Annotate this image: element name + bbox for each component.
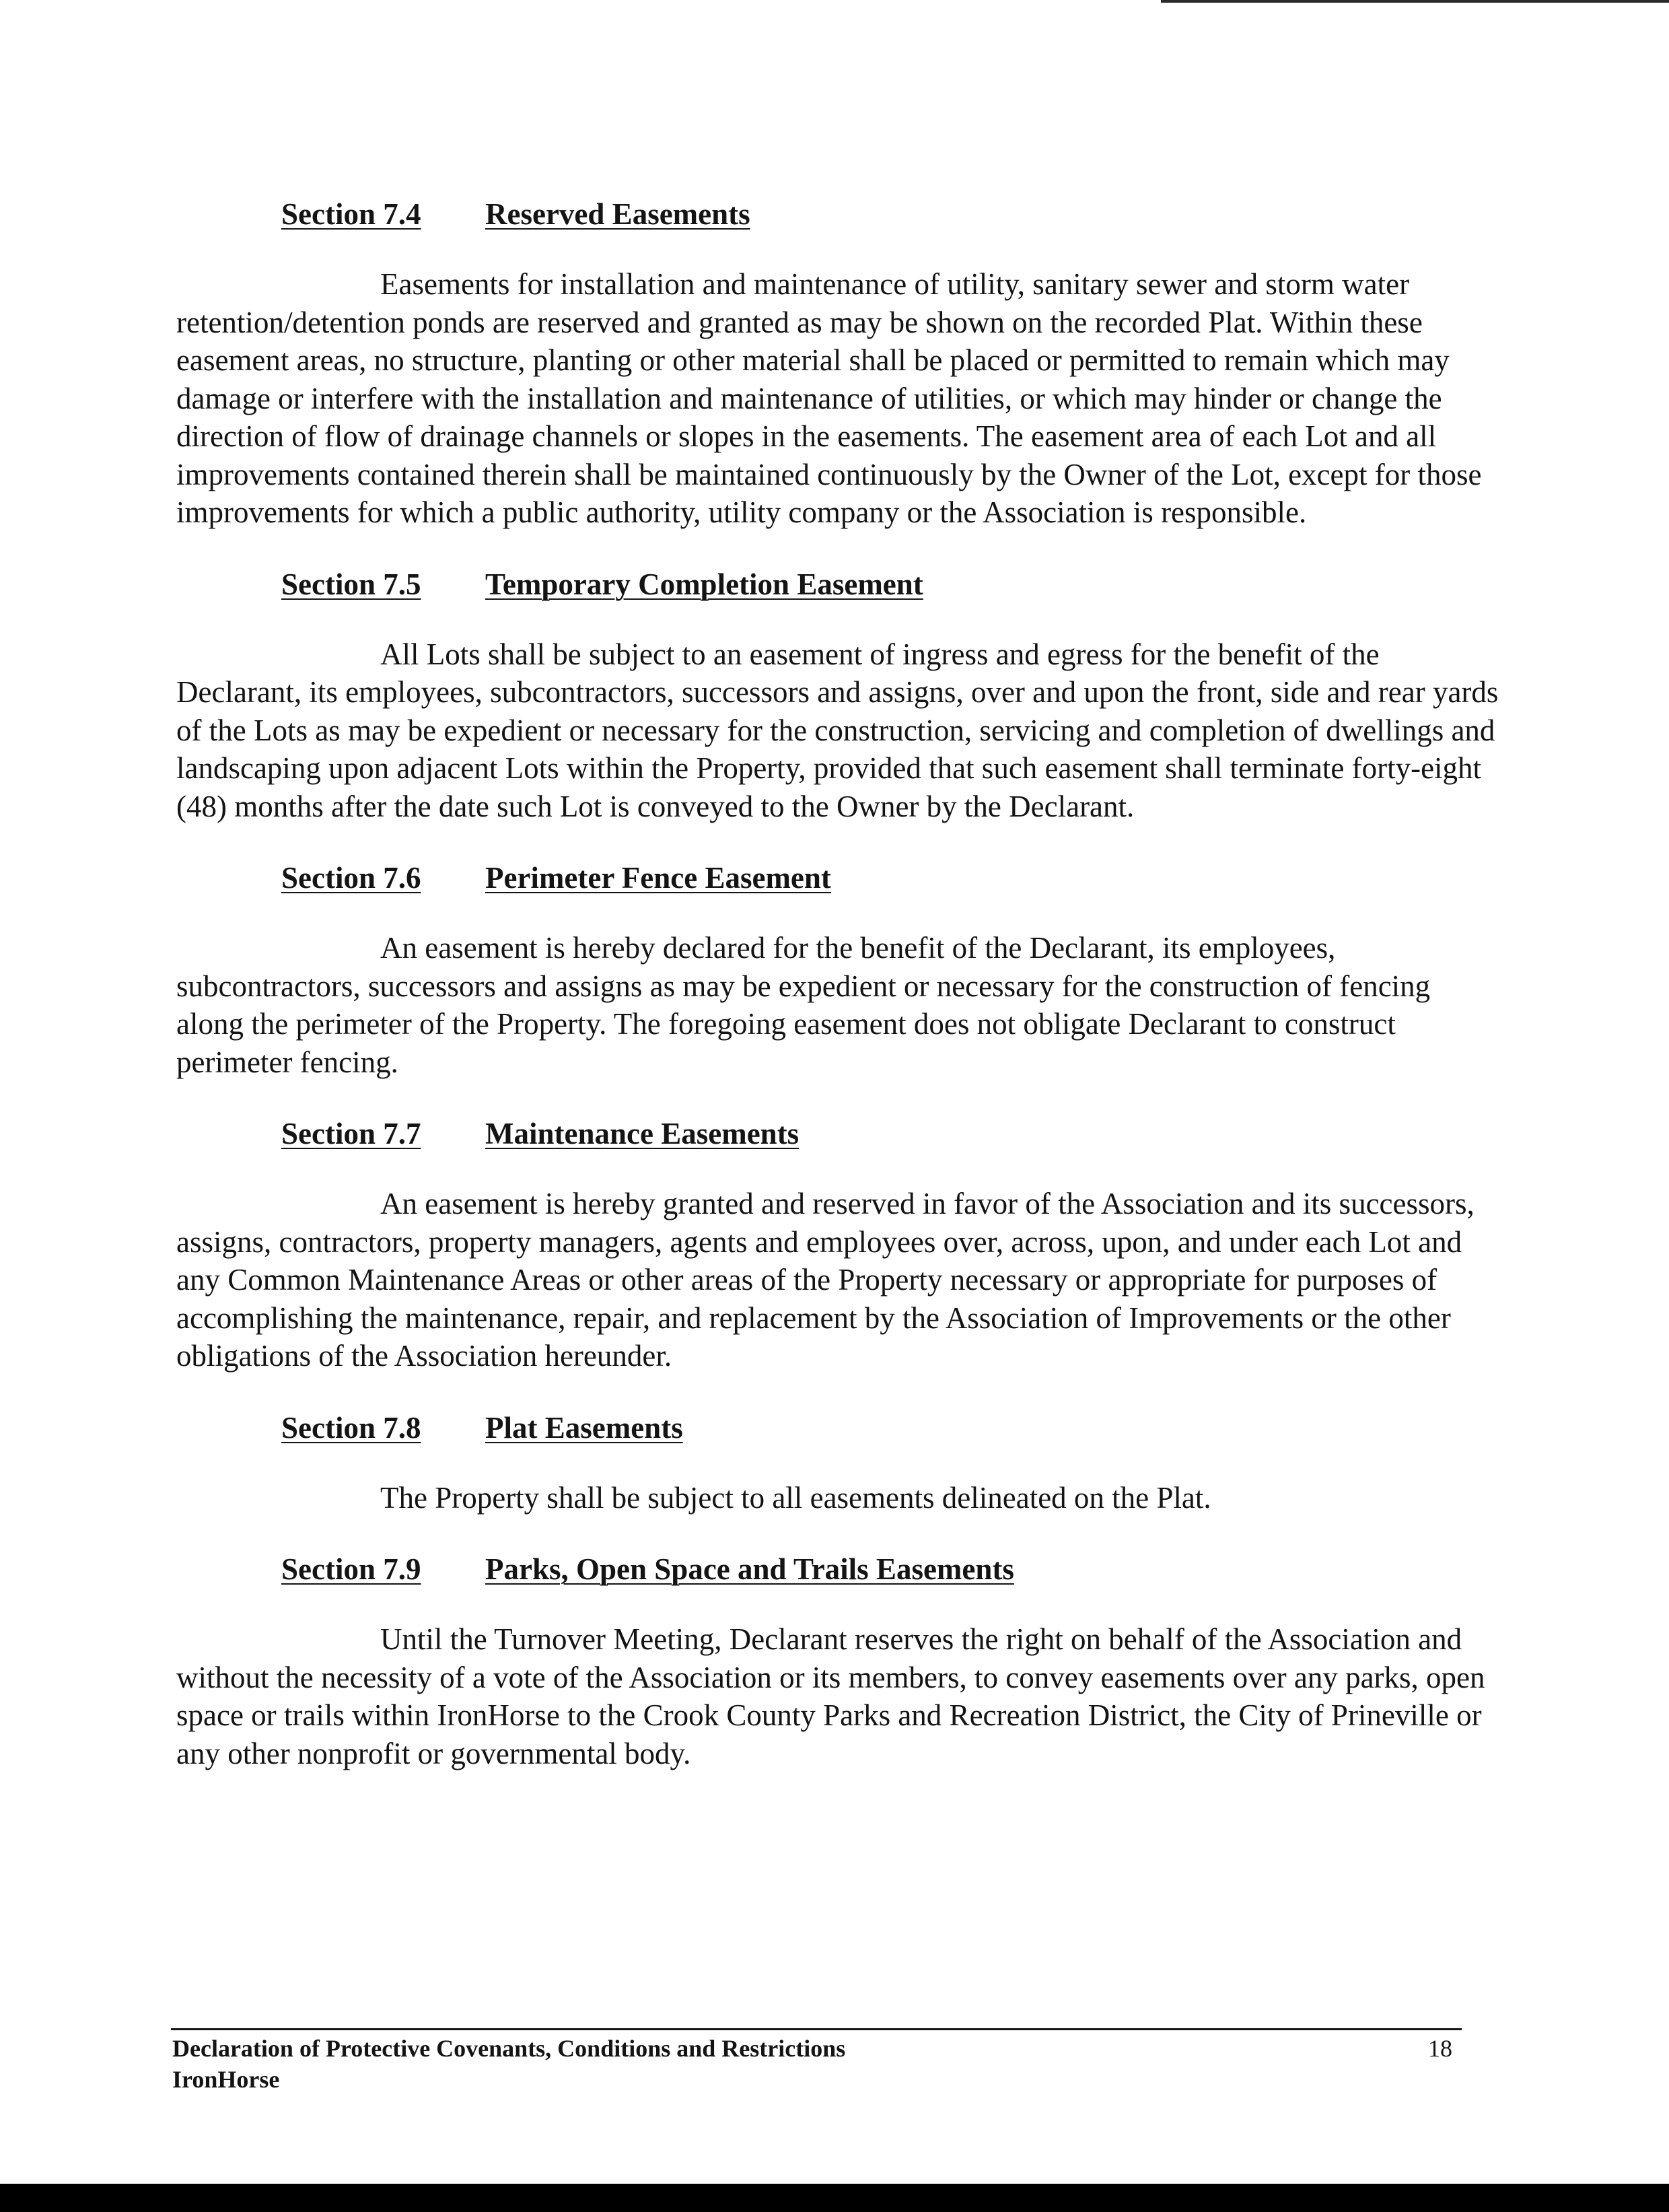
- section-7-8: [176, 1409, 1503, 1517]
- section-title: Reserved Easements: [485, 197, 750, 231]
- scan-bottom-edge: [0, 2184, 1669, 2212]
- footer-divider: [171, 2028, 1462, 2030]
- section-title: Perimeter Fence Easement: [485, 861, 831, 895]
- section-paragraph: Easements for installation and maintenance of utility, sanitary sewer and storm water retention/detention ponds are reserved and granted as may be shown on the recorded Plat. Within these easement areas, no structure, planting or other material shall be placed or permitted to remain which may damage or interfere with the installation and maintenance of utilities, or which may hinder or change the direction of flow of drainage channels or slopes in the easements. The easement area of each Lot and all improvements contained therein shall be maintained continuously by the Owner of the Lot, except for those improvements for which a public authority, utility company or the Association is responsible.: [176, 267, 1482, 529]
- section-paragraph: The Property shall be subject to all easements delineated on the Plat.: [380, 1480, 1211, 1515]
- top-edge-rule: [1161, 0, 1669, 3]
- section-7-9: [176, 1550, 1503, 1772]
- section-number: Section 7.6: [281, 861, 421, 895]
- section-7-7: [176, 1115, 1503, 1375]
- section-heading: [176, 565, 1503, 603]
- footer-document-title: Declaration of Protective Covenants, Conditions and Restrictions: [172, 2035, 846, 2062]
- document-body: [176, 195, 1503, 1772]
- section-number: Section 7.8: [281, 1410, 421, 1445]
- footer-project-name: IronHorse: [172, 2066, 280, 2093]
- section-number: Section 7.7: [281, 1117, 421, 1150]
- section-paragraph: Until the Turnover Meeting, Declarant reserves the right on behalf of the Association and without the necessity of a vote of the Association or its members, to convey easements over any parks, open space or trails within IronHorse to the Crook County Parks and Recreation District, the City of Prineville or any other nonprofit or governmental body.: [176, 1622, 1485, 1770]
- section-number: Section 7.5: [281, 567, 421, 601]
- section-heading: [176, 195, 1503, 233]
- section-title: Maintenance Easements: [485, 1117, 800, 1150]
- section-heading: [176, 859, 1503, 897]
- section-paragraph: An easement is hereby declared for the benefit of the Declarant, its employees, subcontractors, successors and assigns as may be expedient or necessary for the construction of fencing along the perimeter of the Property. The foregoing easement does not obligate Declarant to construct perimeter fencing.: [176, 931, 1431, 1079]
- section-number: Section 7.4: [281, 197, 421, 231]
- section-7-5: [176, 565, 1503, 826]
- section-heading: [176, 1550, 1503, 1588]
- section-paragraph: All Lots shall be subject to an easement of ingress and egress for the benefit of the Declarant, its employees, subcontractors, successors and assigns, over and upon the front, side and rear yards of the Lots as may be expedient or necessary for the construction, servicing and completion of dwellings and landscaping upon adjacent Lots within the Property, provided that such easement shall terminate forty-eight (48) months after the date such Lot is conveyed to the Owner by the Declarant.: [176, 637, 1499, 823]
- section-7-4: [176, 195, 1503, 532]
- section-number: Section 7.9: [281, 1552, 421, 1586]
- section-heading: [176, 1409, 1503, 1447]
- section-title: Plat Easements: [485, 1410, 683, 1445]
- page-number: 18: [1428, 2035, 1452, 2062]
- section-title: Temporary Completion Easement: [485, 567, 923, 601]
- section-heading: [176, 1115, 1503, 1152]
- section-paragraph: An easement is hereby granted and reserved in favor of the Association and its successors, assigns, contractors, property managers, agents and employees over, across, upon, and under each Lot and any Common Maintenance Areas or other areas of the Property necessary or appropriate for purposes of accomplishing the maintenance, repair, and replacement by the Association of Improvements or the other obligations of the Association hereunder.: [176, 1187, 1475, 1373]
- section-title: Parks, Open Space and Trails Easements: [485, 1552, 1014, 1586]
- section-7-6: [176, 859, 1503, 1081]
